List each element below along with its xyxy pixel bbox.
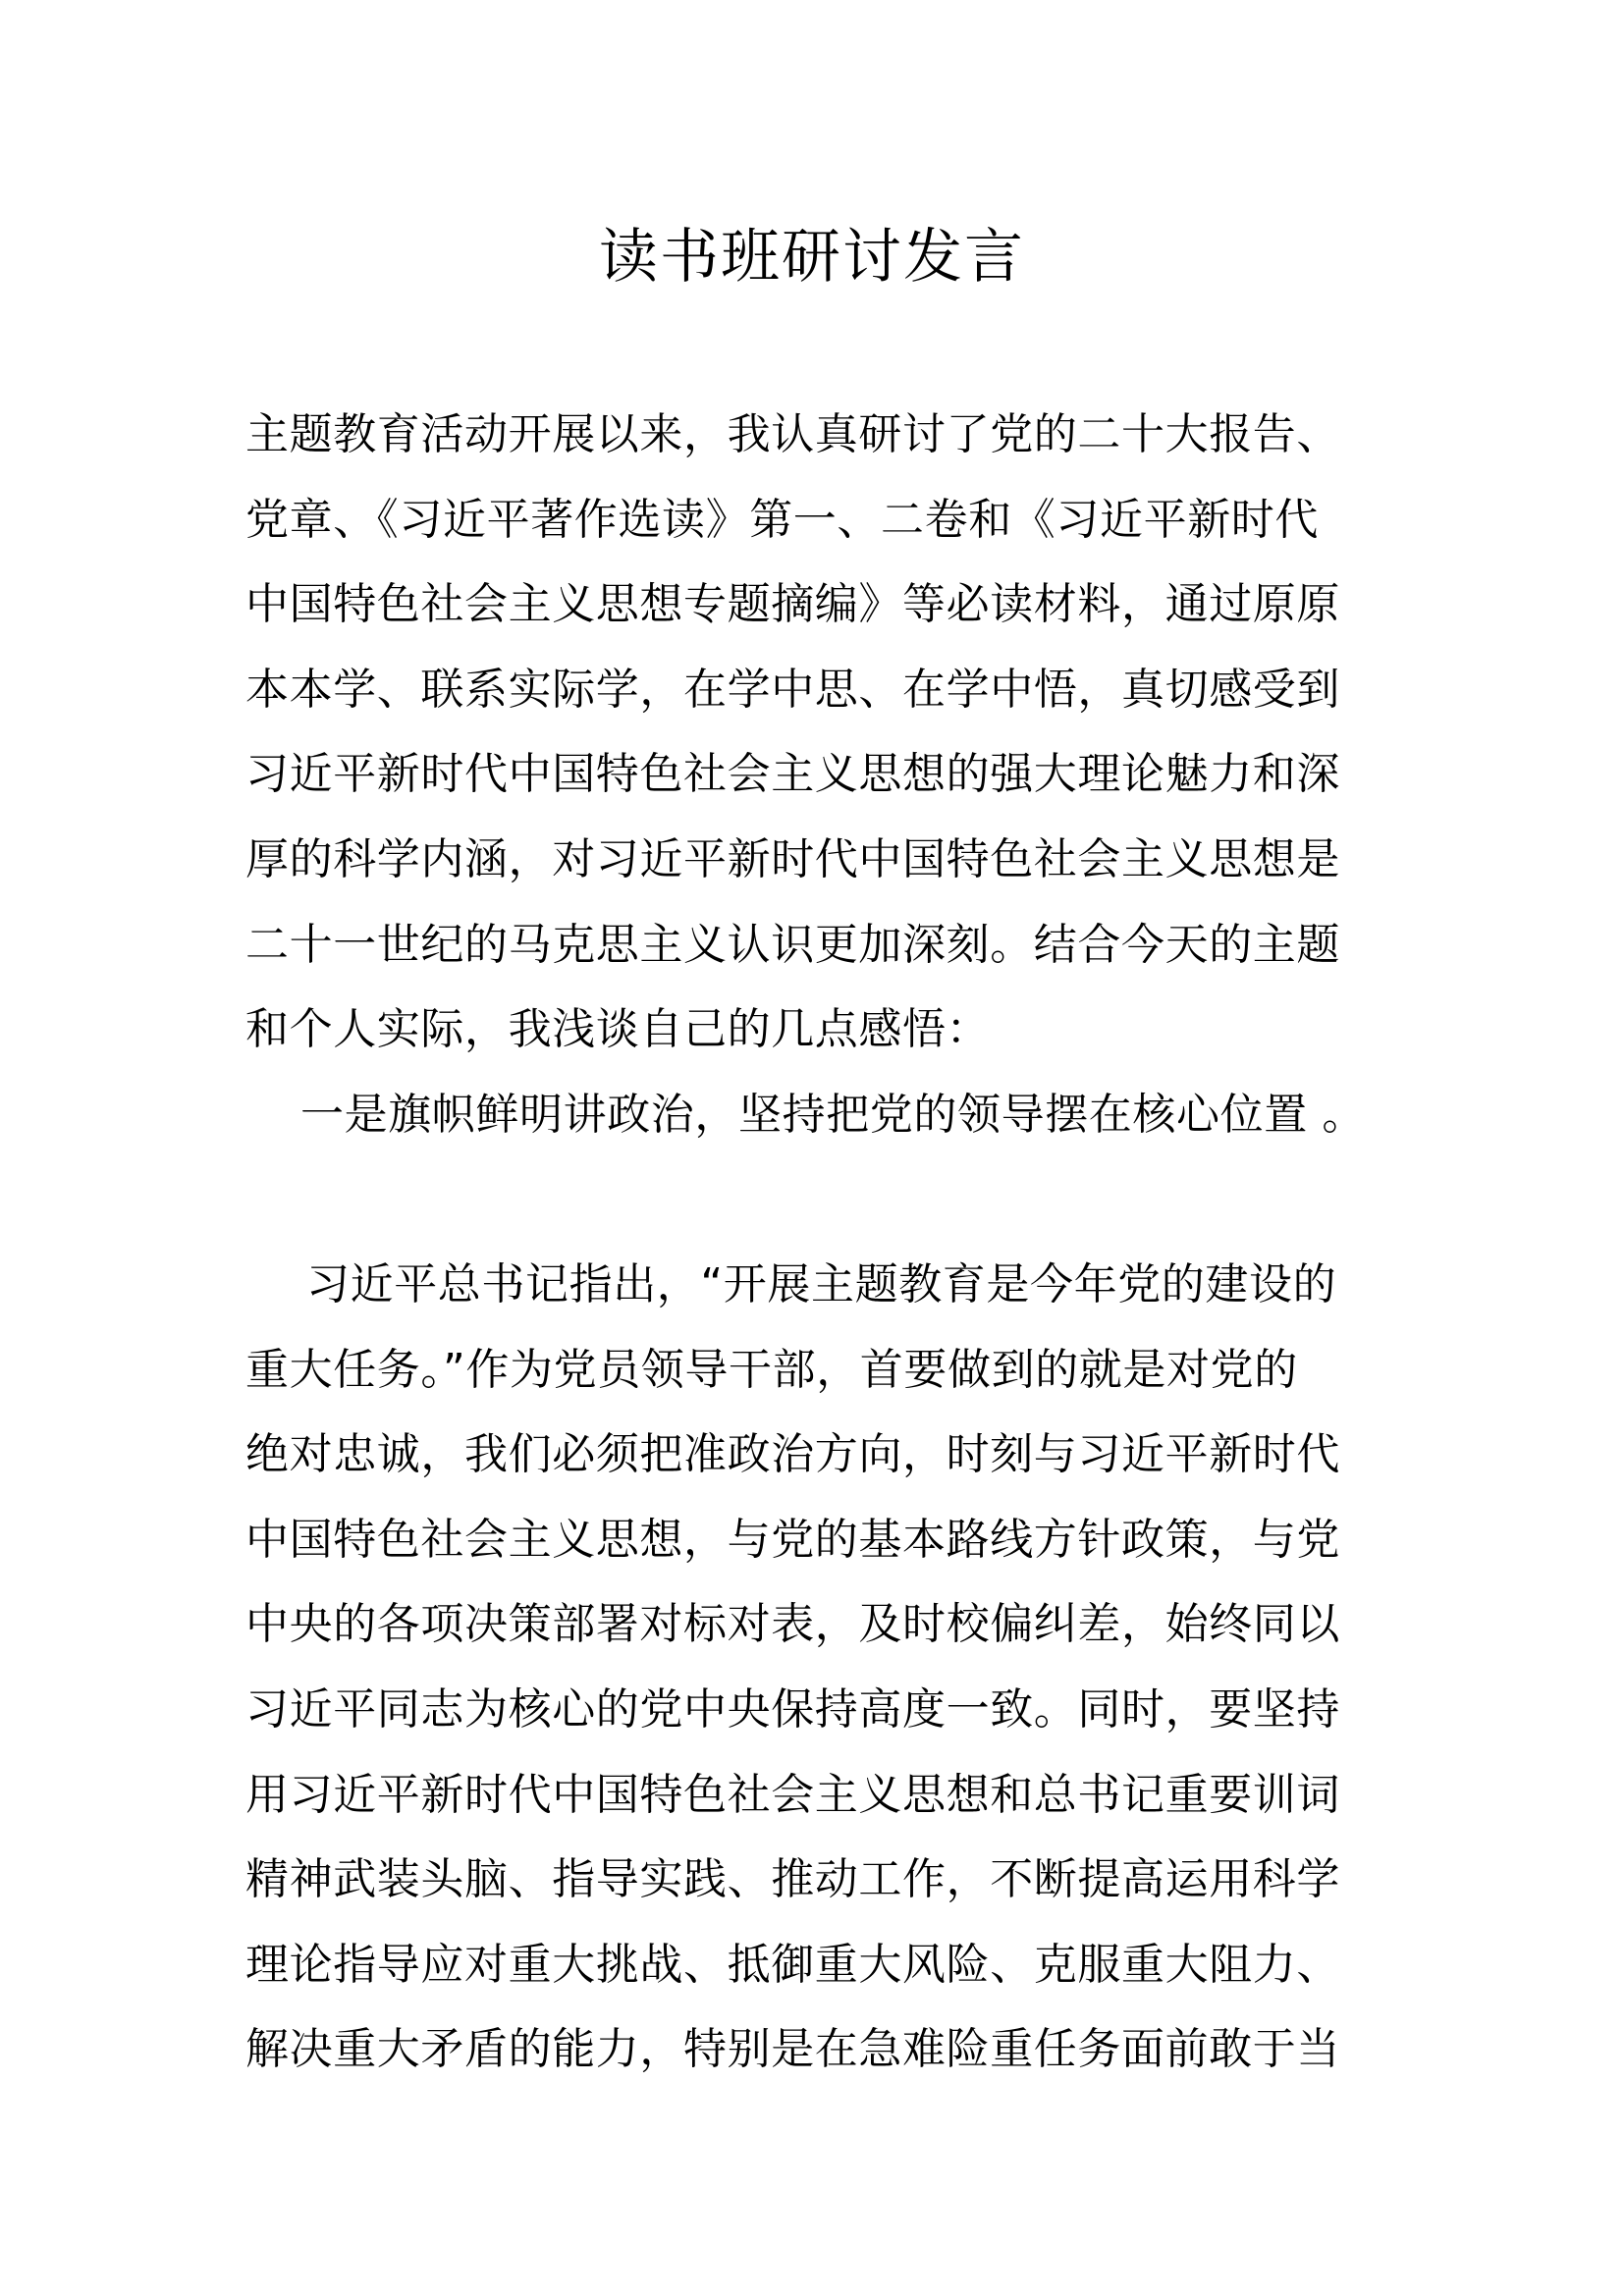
body-line: 和个人实际，我浅谈自己的几点感悟： [245, 1004, 991, 1055]
document-title: 读书班研讨发言 [599, 223, 1025, 292]
body-line: 理论指导应对重大挑战、抵御重大风险、克服重大阻力、 [245, 1939, 1340, 1990]
body-line: 中国特色社会主义思想，与党的基本路线方针政策，与党 [245, 1514, 1340, 1565]
body-line: 绝对忠诚，我们必须把准政治方向，时刻与习近平新时代 [245, 1429, 1340, 1480]
body-line: 中国特色社会主义思想专题摘编》等必读材料，通过原原 [245, 579, 1340, 630]
body-line: 主题教育活动开展以来，我认真研讨了党的二十大报告、 [245, 409, 1340, 459]
paragraph-gap [245, 1157, 1384, 1243]
body-line: 习近平同志为核心的党中央保持高度一致。同时，要坚持 [245, 1683, 1340, 1735]
document-body [245, 393, 1384, 2093]
body-line: 习近平总书记指出，“开展主题教育是今年党的建设的 [306, 1258, 1337, 1309]
body-line: 习近平新时代中国特色社会主义思想的强大理论魅力和深 [245, 749, 1340, 800]
body-line: 解决重大矛盾的能力，特别是在急难险重任务面前敢于当 [245, 2024, 1340, 2075]
body-line: 党章、《习近平著作选读》第一、二卷和《习近平新时代 [245, 494, 1319, 545]
section-heading: 一是旗帜鲜明讲政治，坚持把党的领导摆在核心位置 。 [300, 1089, 1366, 1140]
body-line: 中央的各项决策部署对标对表，及时校偏纠差，始终同以 [245, 1599, 1340, 1650]
body-line: 重大任务。”作为党员领导干部，首要做到的就是对党的 [245, 1344, 1298, 1395]
body-line: 用习近平新时代中国特色社会主义思想和总书记重要训词 [245, 1769, 1340, 1820]
body-line: 厚的科学内涵，对习近平新时代中国特色社会主义思想是 [245, 833, 1340, 884]
body-line: 本本学、联系实际学，在学中思、在学中悟，真切感受到 [245, 664, 1340, 715]
body-line: 精神武装头脑、指导实践、推动工作，不断提高运用科学 [245, 1854, 1340, 1905]
body-line: 二十一世纪的马克思主义认识更加深刻。结合今天的主题 [245, 919, 1340, 970]
